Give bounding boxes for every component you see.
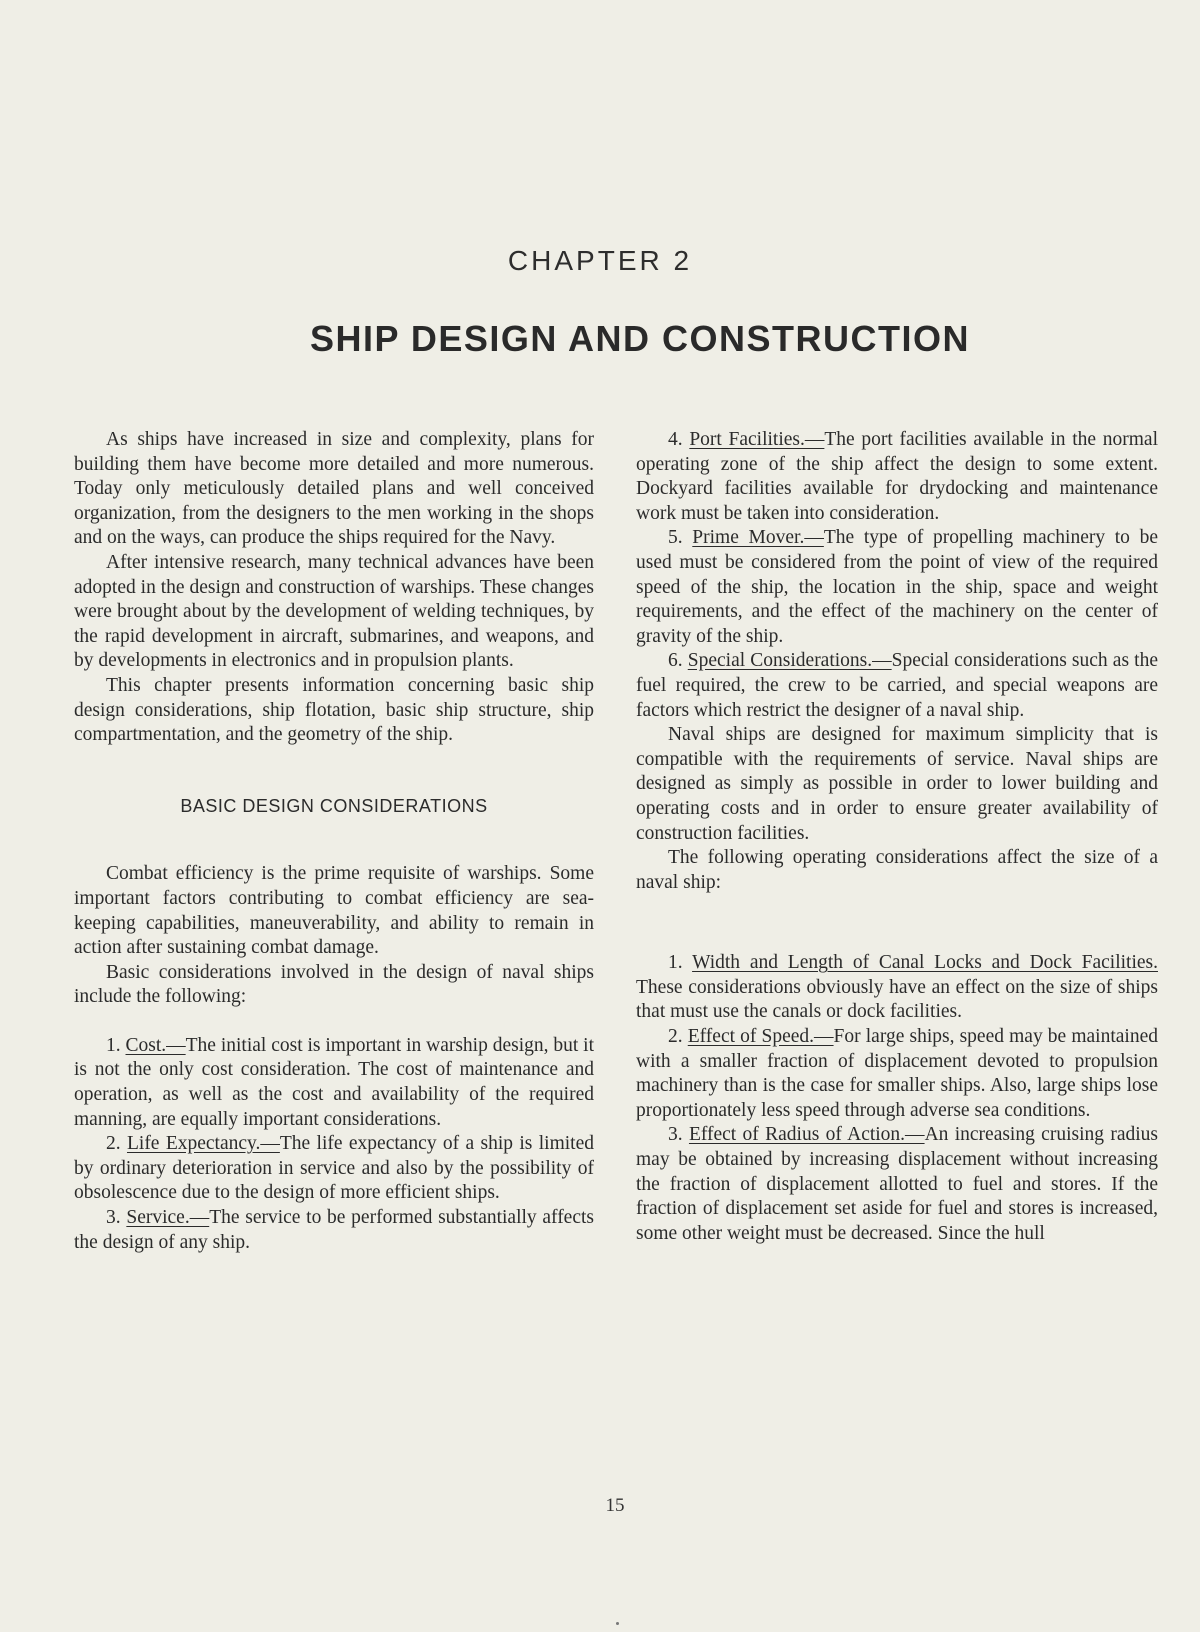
factor-number: 4. <box>668 429 683 450</box>
body-paragraph: Combat efficiency is the prime requisite of warships. Some important factors contributing to combat efficiency are sea-keeping capabilities, maneuverability, and ability to remain in action after sustaining combat damage. <box>74 863 594 959</box>
factor-title: Effect of Radius of Action.— <box>688 1124 925 1146</box>
factor-number: 5. <box>668 527 683 549</box>
factor-title: Cost.— <box>125 1034 186 1056</box>
factor-text: The type of propelling machinery to be used must be considered from the point of view of the required speed of the ship, the location in the ship, space and weight requirements, and the effect of the machinery on the center of gravity of the ship. <box>636 527 1159 647</box>
size-factor-item <box>636 1123 1158 1246</box>
intro-paragraph: After intensive research, many technical advances have been adopted in the design and construction of warships. These changes were brought about by the development of welding techniques, by the rapid development in aircraft, submarines, and weapons, and by developments in electronics and in propulsion plants. <box>74 551 594 672</box>
chapter-label: CHAPTER 2 <box>507 245 693 276</box>
factor-number: 3. <box>106 1207 121 1229</box>
page-number: 15 <box>605 1495 625 1516</box>
body-paragraph: The following operating considerations affect the size of a naval ship: <box>636 847 1158 893</box>
factor-item <box>74 1132 594 1206</box>
factor-number: 1. <box>668 952 683 974</box>
factor-text: The initial cost is important in warship design, but it is not the only cost consideration. The cost of maintenance and operation, as well as the cost and availability of the required manning, are equally important considerations. <box>74 1034 595 1130</box>
section-heading: BASIC DESIGN CONSIDERATIONS <box>180 795 488 816</box>
factor-text: The service to be performed substantially affects the design of any ship. <box>74 1207 594 1253</box>
factor-number: 3. <box>668 1124 683 1146</box>
factor-title: Effect of Speed.— <box>687 1026 834 1048</box>
factor-title: Special Considerations.— <box>687 650 892 672</box>
factor-text: The port facilities available in the normal operating zone of the ship affect the design to some extent. Dockyard facilities available for drydocking and maintenance work must be taken into consideration. <box>636 429 1159 524</box>
factor-title: Prime Mover.— <box>692 527 824 549</box>
factor-title: Width and Length of Canal Locks and Dock Facilities. <box>692 952 1158 974</box>
factor-title: Life Expectancy.— <box>126 1133 280 1155</box>
right-column <box>636 428 1158 1246</box>
factor-item <box>636 649 1158 723</box>
factor-number: 1. <box>106 1034 121 1056</box>
factor-item <box>636 428 1158 526</box>
body-paragraph: Basic considerations involved in the design of naval ships include the following: <box>74 961 594 1008</box>
factor-text: For large ships, speed may be maintained with a smaller fraction of displacement devoted to propulsion machinery than is the case for smaller ships. Also, large ships lose proportionately less speed through adverse sea conditions. <box>636 1026 1158 1121</box>
left-column <box>74 428 594 1255</box>
factor-title: Port Facilities.— <box>689 429 825 450</box>
factor-text: These considerations obviously have an effect on the size of ships that must use the canals or dock facilities. <box>636 976 1158 1023</box>
size-factor-item <box>636 1025 1158 1123</box>
factor-item <box>636 526 1158 649</box>
chapter-title: SHIP DESIGN AND CONSTRUCTION <box>309 318 971 359</box>
size-factor-item <box>636 951 1158 1025</box>
factor-item <box>74 1034 594 1132</box>
factor-number: 6. <box>668 650 683 672</box>
body-paragraph: Naval ships are designed for maximum simplicity that is compatible with the requirements of service. Naval ships are designed as simply as possible in order to lower building and operating costs and in order to ensure greater availability of construction facilities. <box>636 724 1158 844</box>
scan-speck <box>616 1622 619 1625</box>
factor-number: 2. <box>106 1133 121 1155</box>
factor-item <box>74 1206 594 1255</box>
factor-text: Special considerations such as the fuel required, the crew to be carried, and special weapons are factors which restrict the designer of a naval ship. <box>636 650 1158 721</box>
factor-text: The life expectancy of a ship is limited by ordinary deterioration in service and also by the possibility of obsolescence due to the design of more efficient ships. <box>74 1133 594 1204</box>
factor-number: 2. <box>668 1026 683 1048</box>
intro-paragraph: As ships have increased in size and complexity, plans for building them have become more detailed and more numerous. Today only meticulously detailed plans and well conceived organization, from the designers to the men working in the shops and on the ways, can produce the ships required for the Navy. <box>74 429 594 549</box>
factor-title: Service.— <box>126 1207 210 1229</box>
factor-text: An increasing cruising radius may be obtained by increasing displacement without increasing the fraction of displacement allotted to fuel and stores. If the fraction of displacement set aside for fuel and stores is increased, some other weight must be decreased. Since the hull <box>636 1124 1158 1244</box>
intro-paragraph: This chapter presents information concerning basic ship design considerations, ship flotation, basic ship structure, ship compartmentation, and the geometry of the ship. <box>74 674 594 746</box>
